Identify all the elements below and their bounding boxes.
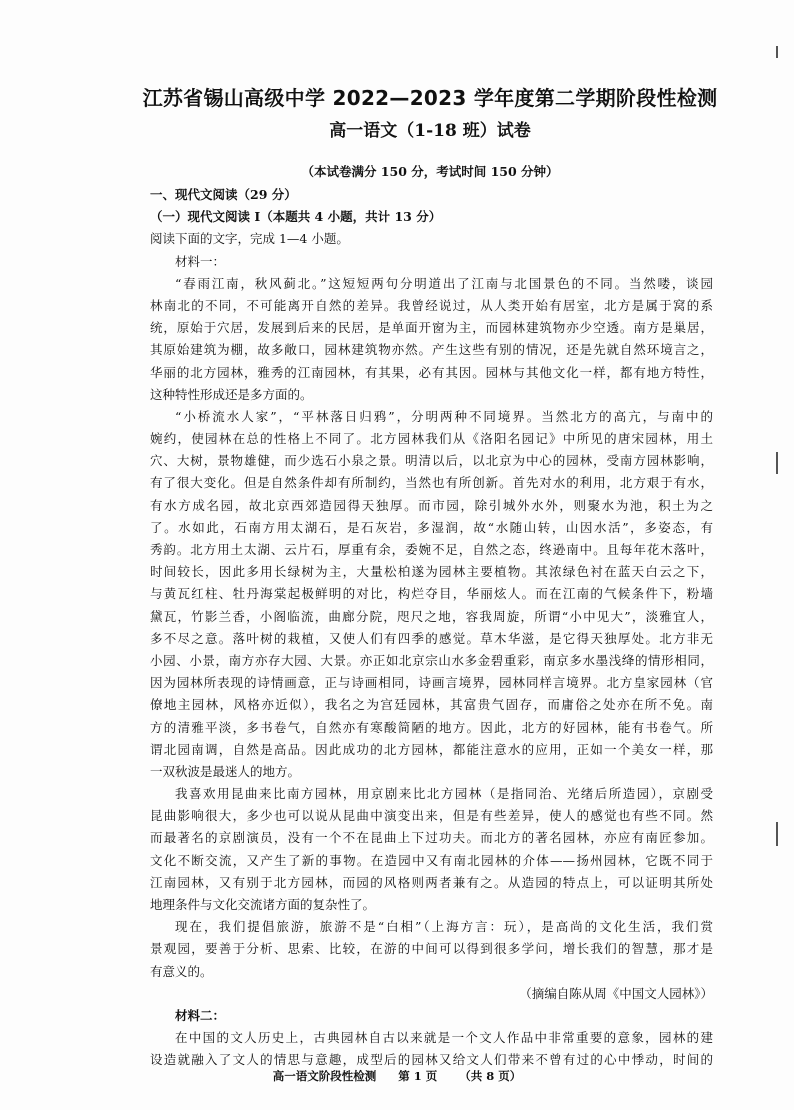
text-line: 阅读下面的文字，完成 1—4 小题。 (150, 231, 349, 247)
text-line: 设造就融入了文人的情思与意趣，成型后的园林又给文人们带来不曾有过的心中悸动，时间的 (150, 1052, 713, 1068)
text-line: 方的清雅平淡，多书卷气，自然亦有寒酸简陋的地方。因此，北方的好园林，能有书卷气。所 (150, 719, 713, 735)
text-line: 小园、小景，南方亦存大园、大景。亦正如北京宗山水多金碧重彩，南京多水墨浅绛的情形相同， (150, 652, 713, 668)
text-line: 一、现代文阅读（29 分） (150, 187, 297, 202)
text-line: 僚地主园林，风格亦近似），我名之为宫廷园林，其富贵气固存，而庸俗之处亦在所不免。南 (150, 697, 713, 713)
text-line: 这种特性形成还是多方面的。 (150, 386, 313, 402)
text-line: 现在，我们提倡旅游，旅游不是“白相”（上海方言：玩），是高尚的文化生活，我们赏 (175, 919, 713, 935)
text-line: 昆曲影响很大，多少也可以说从昆曲中演变出来，但是有些差异，使人的感觉也有些不同。然 (150, 808, 713, 824)
text-line: 其原始建筑为棚，故多敞口，园林建筑物亦然。产生这些有别的情况，还是先就自然环境言之， (150, 342, 713, 358)
text-line: 穴、大树，景物雄健，而少选石小泉之景。明清以后，以北京为中心的园林，受南方园林影响， (150, 453, 713, 469)
text-line: 与黄瓦红柱、牡丹海棠起极鲜明的对比，构烂夺目，华丽炫人。而在江南的气候条件下，粉墙 (150, 586, 713, 602)
text-line: 华丽的北方园林，雅秀的江南园林，有其果，必有其因。园林与其他文化一样，都有地方特性， (150, 364, 713, 380)
exam-subtitle: 高一语文（1-18 班）试卷 (329, 121, 531, 141)
text-line: 林南北的不同，不可能离开自然的差异。我曾经说过，从人类开始有居室，北方是属于窝的系 (150, 297, 713, 313)
text-line: 一双秋波是最迷人的地方。 (150, 763, 301, 779)
text-line: 了。水如此，石南方用太湖石，是石灰岩，多湿润，故“水随山转，山因水活”，多姿态，有 (150, 519, 713, 535)
text-line: 统，原始于穴居，发展到后来的民居，是单面开窗为主，而园林建筑物亦少空透。南方是巢居， (150, 320, 713, 336)
scan-edge-mark (776, 822, 778, 846)
text-line: （摘编自陈从周《中国文人园林》） (519, 985, 713, 1001)
text-line: 秀韵。北方用土太湖、云片石，厚重有余，委婉不足，自然之态，终逊南中。且每年花木落叶， (150, 542, 713, 557)
exam-title: 江苏省锡山高级中学 2022—2023 学年度第二学期阶段性检测 (142, 86, 718, 110)
text-line: 材料二： (175, 1007, 226, 1023)
text-line: “小桥流水人家”，“平林落日归鸦”，分明两种不同境界。当然北方的高亢，与南中的 (175, 408, 713, 424)
text-line: 有意义的。 (150, 963, 213, 979)
footer-total-pages: （共 8 页） (459, 1069, 522, 1083)
text-line: 时间较长，因此多用长绿树为主，大量松柏遂为园林主要植物。其浓绿色衬在蓝天白云之下， (150, 564, 713, 580)
scan-edge-mark (776, 46, 778, 58)
text-line: （一）现代文阅读 I（本题共 4 小题，共计 13 分） (150, 209, 442, 225)
scan-edge-mark (776, 452, 778, 474)
text-line: 江南园林，又有别于北方园林，而园的风格则两者兼有之。从造园的特点上，可以证明其所处 (150, 874, 713, 890)
text-line: 文化不断交流，又产生了新的事物。在造园中又有南北园林的介体——扬州园林，它既不同于 (150, 852, 713, 868)
page-footer (0, 1068, 794, 1084)
text-line: 在中国的文人历史上，古典园林自古以来就是一个文人作品中非常重要的意象，园林的建 (175, 1030, 713, 1046)
text-line: 婉约，使园林在总的性格上不同了。北方园林我们从《洛阳名园记》中所见的唐宋园林，用土 (150, 431, 713, 447)
text-line: 有水方成名园，故北京西郊造园得天独厚。而市园，除引城外水外，则聚水为池，积土为之 (150, 497, 713, 513)
text-line: 多不尽之意。落叶树的栽植，又使人们有四季的感觉。草木华滋，是它得天独厚处。北方非无 (150, 630, 713, 646)
exam-info: （本试卷满分 150 分，考试时间 150 分钟） (301, 164, 559, 179)
text-line: 谓北园南调，自然是高品。因此成功的北方园林，都能注意水的应用，正如一个美女一样，那 (150, 741, 713, 757)
text-line: 黛瓦，竹影兰香，小阁临流，曲廊分院，咫尺之地，容我周旋，所谓“小中见大”，淡雅宜人， (150, 608, 713, 624)
text-line: 而最著名的京剧演员，没有一个不在昆曲上下过功夫。而北方的著名园林，亦应有南匠参加。 (150, 830, 713, 846)
exam-body-text (150, 184, 713, 1072)
text-line: 景观园，要善于分析、思索、比较，在游的中间可以得到很多学问，增长我们的智慧，那才是 (150, 941, 713, 957)
text-line: “春雨江南，秋风蓟北。”这短短两句分明道出了江南与北国景色的不同。当然喽，谈园 (175, 275, 713, 291)
text-line: 地理条件与文化交流诸方面的复杂性了。 (150, 897, 376, 912)
footer-exam-name: 高一语文阶段性检测 (272, 1069, 377, 1083)
text-line: 我喜欢用昆曲来比南方园林，用京剧来比北方园林（是指同治、光绪后所造园），京剧受 (175, 786, 713, 802)
footer-page-number: 第 1 页 (398, 1069, 438, 1083)
text-line: 因为园林所表现的诗情画意，正与诗画相同，诗画言境界，园林同样言境界。北方皇家园林（官 (150, 675, 713, 691)
text-line: 有了很大变化。但是自然条件却有所制约，当然也有所创新。首先对水的利用，北方艰于有水， (150, 475, 713, 491)
text-line: 材料一： (175, 253, 226, 269)
